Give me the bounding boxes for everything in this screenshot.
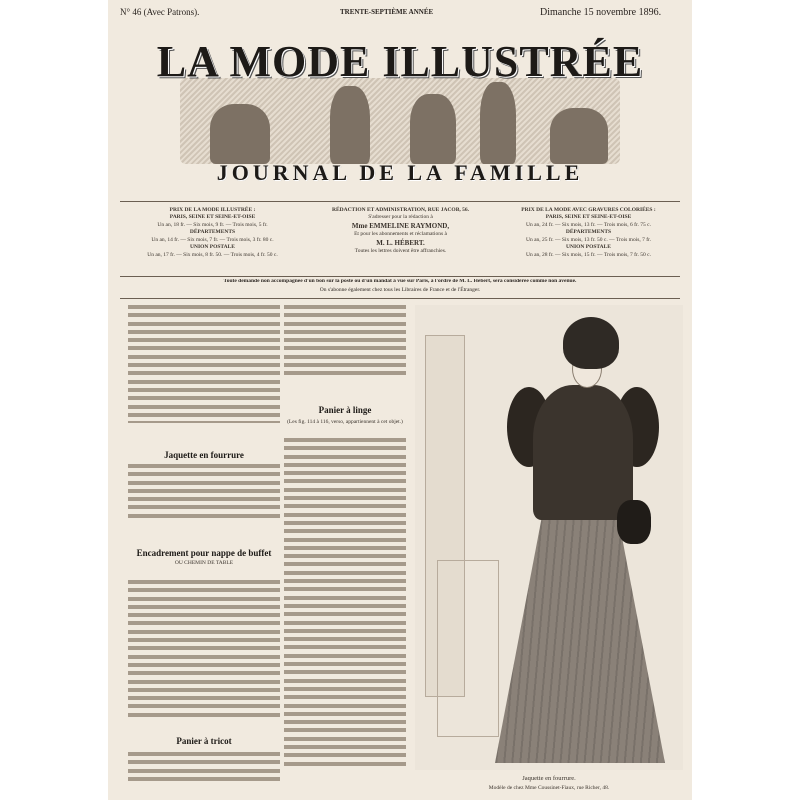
illustration-caption-credit: Modèle de chez Mme Coussinet-Fiaux, rue Richer, 48.: [488, 785, 610, 791]
notice-line-1: Toute demande non accompagnée d'un bon sur la poste ou d'un mandat à vue sur Paris, à l'ordre de M. L. Hébert, sera considérée comme non avenue.: [223, 279, 577, 284]
subheading-panier-linge: (Les fig. 114 à 116, verso, appartiennent à cet objet.): [287, 419, 403, 425]
prices-left: PRIX DE LA MODE ILLUSTRÉE : PARIS, SEINE ET SEINE-ET-OISE Un an, 18 fr. — Six mois, 9 fr. — Trois mois, 5 fr. DÉPARTEMENTS Un an, 14 fr. — Six mois, 7 fr. — Trois mois, 3 fr. 80 c. UNION POSTALE Un an, 17 fr. — Six mois, 8 fr. 50. — Trois mois, 4 fr. 50 c.: [147, 207, 278, 258]
illustration-caption-title: Jaquette en fourrure.: [522, 775, 576, 782]
sommaire-block: [128, 305, 280, 423]
heading-panier-linge: Panier à linge: [318, 405, 372, 415]
middle-column-top-text: [284, 305, 406, 385]
issue-date: Dimanche 15 novembre 1896.: [540, 7, 662, 18]
prices-right: PRIX DE LA MODE AVEC GRAVURES COLORIÉES : PARIS, SEINE ET SEINE-ET-OISE Un an, 24 fr. — Six mois, 13 fr. — Trois mois, 6 fr. 75 c. DÉPARTEMENTS Un an, 25 fr. — Six mois, 13 fr. 50 c. — Trois mois, 7 fr. UNION POSTALE Un an, 28 fr. — Six mois, 15 fr. — Trois mois, 7 fr. 50 c.: [521, 207, 656, 258]
encadrement-text: [128, 580, 280, 722]
masthead-subtitle: JOURNAL DE LA FAMILLE: [216, 160, 584, 185]
subheading-encadrement: OU CHEMIN DE TABLE: [174, 560, 234, 566]
issue-number: N° 46 (Avec Patrons).: [120, 7, 200, 17]
figure-muff: [617, 500, 651, 544]
notice-line-2: On s'abonne également chez tous les Libraires de France et de l'Étranger.: [319, 287, 481, 293]
wall-panel: [437, 560, 499, 737]
figure-fur-jacket: [533, 385, 633, 520]
heading-jaquette: Jaquette en fourrure: [164, 450, 244, 460]
masthead-engraving: [180, 78, 620, 164]
heading-encadrement: Encadrement pour nappe de buffet: [136, 548, 272, 558]
fashion-illustration: [415, 305, 683, 770]
panier-linge-text: [284, 438, 406, 794]
masthead-title: LA MODE ILLUSTRÉE: [156, 37, 644, 86]
jaquette-text: [128, 464, 280, 526]
heading-panier-tricot: Panier à tricot: [176, 736, 232, 746]
issue-year: TRENTE-SEPTIÈME ANNÉE: [340, 8, 434, 16]
masthead: [120, 20, 680, 198]
figure-hat: [563, 317, 619, 369]
prices-center: RÉDACTION ET ADMINISTRATION, RUE JACOB, 56. S'adresser pour la rédaction à Mme EMMELINE RAYMOND, Et pour les abonnements et réclamations à M. L. HÉBERT. Toutes les lettres doivent être affranchies.: [331, 207, 469, 255]
panier-tricot-text: [128, 752, 280, 792]
